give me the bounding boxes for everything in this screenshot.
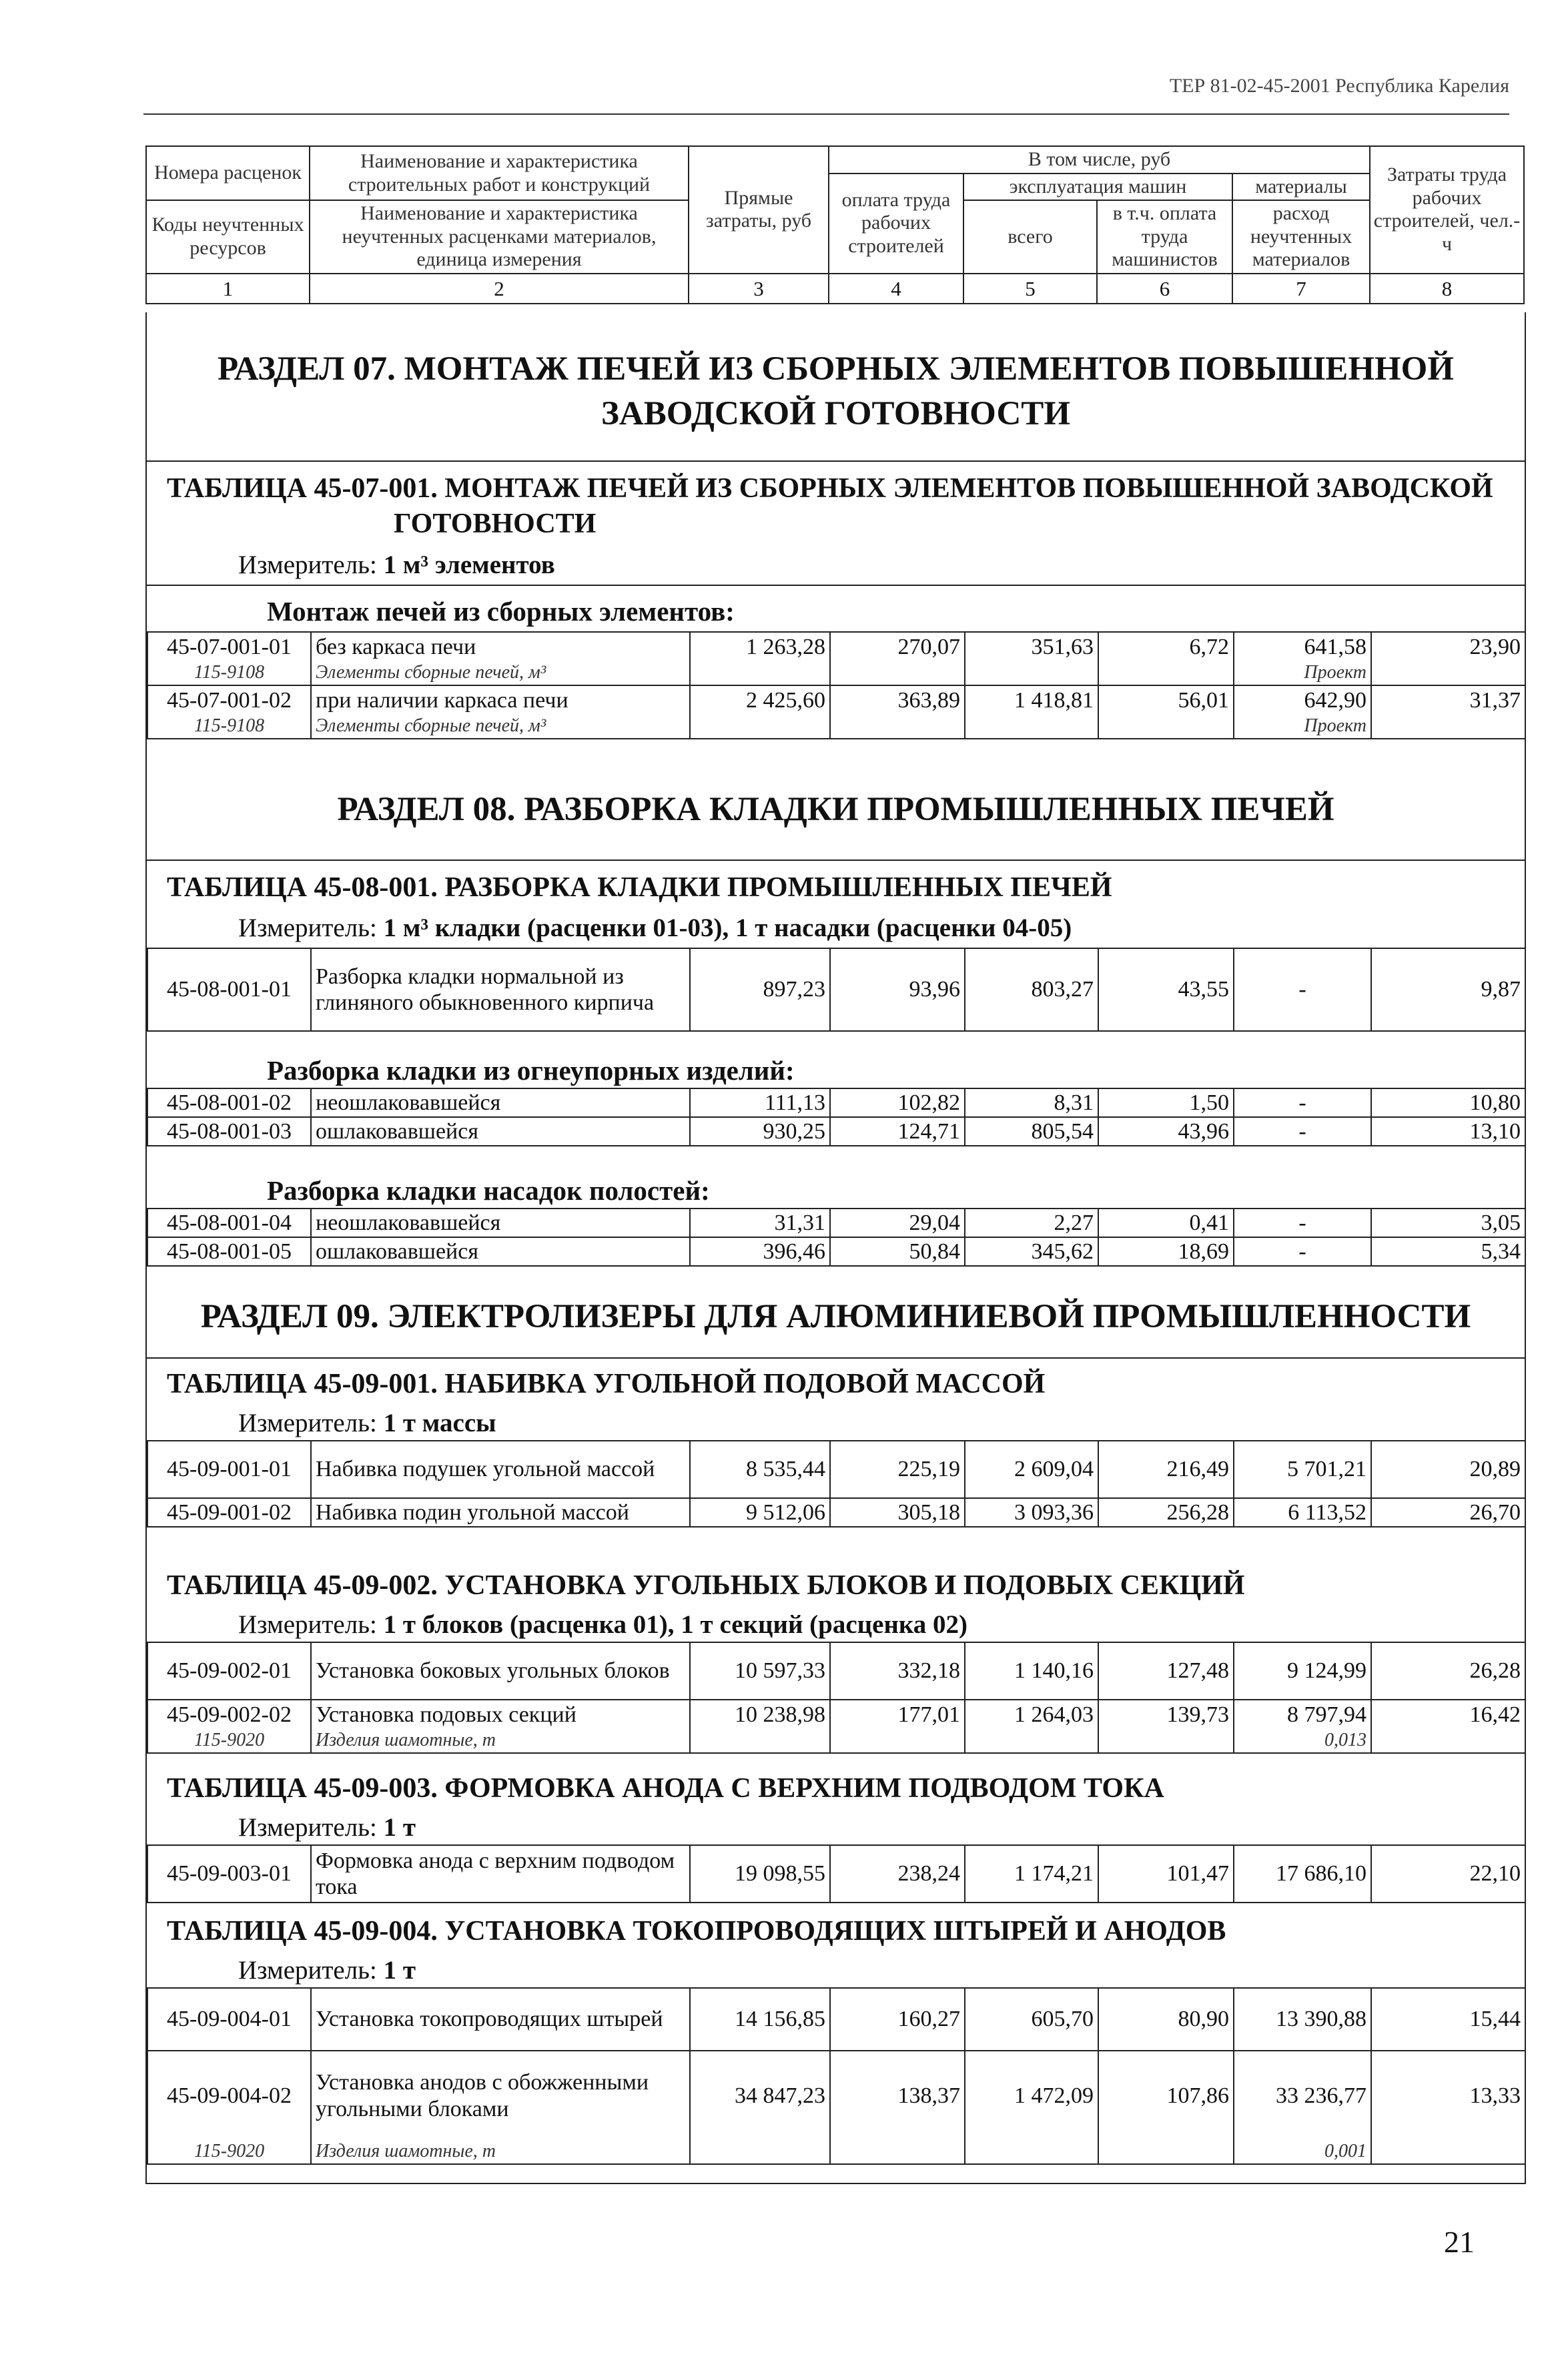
labor-hours: 16,42 — [1371, 1700, 1525, 1729]
table-title-line: ГОТОВНОСТИ — [394, 508, 597, 539]
measure-value: 1 т — [383, 1956, 416, 1985]
column-number: 8 — [1370, 274, 1524, 304]
machinist-pay: 101,47 — [1098, 1845, 1234, 1903]
machinist-pay: 216,49 — [1098, 1441, 1234, 1498]
machines-header: эксплуатация машин — [963, 174, 1232, 201]
empty-cell — [1098, 715, 1234, 739]
machinist-pay: 127,48 — [1098, 1642, 1234, 1700]
work-name: неошлаковавшейся — [311, 1209, 690, 1237]
measure-value: 1 м³ кладки (расценки 01-03), 1 т насадки (расценки 04-05) — [383, 914, 1072, 942]
direct-costs: 396,46 — [690, 1237, 830, 1266]
direct-costs: 930,25 — [690, 1117, 830, 1146]
table-row — [147, 2051, 1525, 2140]
table-subrow — [147, 715, 1525, 739]
empty-cell — [690, 715, 830, 739]
divider — [147, 585, 1525, 586]
rates-table-09-003 — [147, 1844, 1526, 1903]
empty-cell — [1371, 661, 1525, 685]
table-45-09-001-title: ТАБЛИЦА 45-09-001. НАБИВКА УГОЛЬНОЙ ПОДОВОЙ МАССОЙ — [167, 1369, 1046, 1399]
empty-cell — [690, 661, 830, 685]
direct-costs: 111,13 — [690, 1088, 830, 1117]
work-name: при наличии каркаса печи — [311, 685, 690, 715]
header-rule — [143, 113, 1509, 115]
labor-pay: 332,18 — [830, 1642, 965, 1700]
direct-costs: 9 512,06 — [690, 1498, 830, 1527]
col6-header: в т.ч. оплата труда машинистов — [1097, 200, 1232, 274]
resource-code: 115-9108 — [147, 715, 311, 739]
rate-code: 45-09-002-01 — [147, 1642, 311, 1700]
table-row — [147, 632, 1525, 661]
table-row — [147, 1845, 1525, 1903]
machines-total: 8,31 — [965, 1088, 1098, 1117]
column-number: 5 — [963, 274, 1097, 304]
table-subrow — [147, 1729, 1525, 1753]
labor-pay: 225,19 — [830, 1441, 965, 1498]
rate-code: 45-08-001-01 — [147, 948, 311, 1031]
column-number: 6 — [1097, 274, 1232, 304]
rate-code: 45-09-001-01 — [147, 1441, 311, 1498]
materials-header: материалы — [1232, 174, 1370, 201]
col8-header: Затраты труда рабочих строителей, чел.-ч — [1370, 146, 1524, 274]
rates-table-09-004 — [147, 1987, 1526, 2165]
rate-code: 45-08-001-02 — [147, 1088, 311, 1117]
labor-hours: 31,37 — [1371, 685, 1525, 715]
work-name: ошлаковавшейся — [311, 1117, 690, 1146]
measure-value: 1 т блоков (расценка 01), 1 т секций (расценка 02) — [383, 1610, 968, 1639]
work-name: ошлаковавшейся — [311, 1237, 690, 1266]
column-number: 3 — [689, 274, 829, 304]
table-row — [147, 1088, 1525, 1117]
direct-costs: 897,23 — [690, 948, 830, 1031]
direct-costs: 31,31 — [690, 1209, 830, 1237]
table-row — [147, 685, 1525, 715]
materials: - — [1234, 1088, 1371, 1117]
table-row — [147, 1642, 1525, 1700]
table-row — [147, 1117, 1525, 1146]
rates-table-08c — [147, 1208, 1526, 1267]
work-name: Набивка подин угольной массой — [311, 1498, 690, 1527]
machines-total: 803,27 — [965, 948, 1098, 1031]
work-name: Набивка подушек угольной массой — [311, 1441, 690, 1498]
work-name: Формовка анода с верхним подводом тока — [311, 1845, 690, 1903]
machinist-pay: 6,72 — [1098, 632, 1234, 661]
labor-pay: 93,96 — [830, 948, 965, 1031]
measure-label: Измеритель: — [238, 914, 377, 942]
machinist-pay: 107,86 — [1098, 2051, 1234, 2140]
measure-label: Измеритель: — [238, 1409, 377, 1437]
table-row — [147, 948, 1525, 1031]
machines-total: 345,62 — [965, 1237, 1098, 1266]
empty-cell — [965, 1729, 1098, 1753]
rates-table-07 — [147, 631, 1526, 739]
work-name: Установка токопроводящих штырей — [311, 1988, 690, 2051]
labor-hours: 26,70 — [1371, 1498, 1525, 1527]
divider — [147, 1357, 1525, 1359]
rate-code: 45-09-004-01 — [147, 1988, 311, 2051]
resource-code: 115-9108 — [147, 661, 311, 685]
labor-pay: 124,71 — [830, 1117, 965, 1146]
section-08-title: РАЗДЕЛ 08. РАЗБОРКА КЛАДКИ ПРОМЫШЛЕННЫХ ПЕЧЕЙ — [337, 791, 1334, 828]
labor-pay: 363,89 — [830, 685, 965, 715]
materials: 5 701,21 — [1234, 1441, 1371, 1498]
empty-cell — [1371, 715, 1525, 739]
group-header: В том числе, руб — [829, 146, 1370, 174]
empty-cell — [1098, 1729, 1234, 1753]
machines-total: 1 472,09 — [965, 2051, 1098, 2140]
measure-line — [147, 550, 1568, 580]
measure-value: 1 т массы — [383, 1409, 496, 1437]
labor-hours: 13,10 — [1371, 1117, 1525, 1146]
table-row — [147, 1498, 1525, 1527]
divider — [147, 460, 1525, 462]
materials: - — [1234, 1237, 1371, 1266]
table-row — [147, 1988, 1525, 2051]
section-09-title: РАЗДЕЛ 09. ЭЛЕКТРОЛИЗЕРЫ ДЛЯ АЛЮМИНИЕВОЙ ПРОМЫШЛЕННОСТИ — [200, 1298, 1471, 1335]
direct-costs: 1 263,28 — [690, 632, 830, 661]
resource-name: Изделия шамотные, т — [311, 2140, 690, 2164]
measure-label: Измеритель: — [238, 1956, 377, 1985]
machinist-pay: 43,55 — [1098, 948, 1234, 1031]
labor-pay: 270,07 — [830, 632, 965, 661]
table-45-07-001-title — [147, 471, 1545, 541]
measure-label: Измеритель: — [238, 551, 377, 579]
direct-costs: 34 847,23 — [690, 2051, 830, 2140]
labor-pay: 160,27 — [830, 1988, 965, 2051]
column-number: 7 — [1232, 274, 1370, 304]
machinist-pay: 18,69 — [1098, 1237, 1234, 1266]
col2-bottom-header: Наименование и характеристика неучтенных расценками материалов, единица измерения — [310, 200, 689, 274]
direct-costs: 19 098,55 — [690, 1845, 830, 1903]
labor-hours: 15,44 — [1371, 1988, 1525, 2051]
measure-label: Измеритель: — [238, 1610, 377, 1639]
work-name: без каркаса печи — [311, 632, 690, 661]
rate-code: 45-09-001-02 — [147, 1498, 311, 1527]
table-row — [147, 1237, 1525, 1266]
table-45-09-004-title: ТАБЛИЦА 45-09-004. УСТАНОВКА ТОКОПРОВОДЯЩИХ ШТЫРЕЙ И АНОДОВ — [167, 1916, 1226, 1947]
labor-pay: 102,82 — [830, 1088, 965, 1117]
empty-cell — [830, 661, 965, 685]
col4-header: оплата труда рабочих строителей — [829, 174, 963, 274]
machines-total: 1 418,81 — [965, 685, 1098, 715]
machines-total: 1 174,21 — [965, 1845, 1098, 1903]
empty-cell — [965, 715, 1098, 739]
empty-cell — [965, 661, 1098, 685]
rate-code: 45-08-001-03 — [147, 1117, 311, 1146]
divider — [147, 860, 1525, 861]
document-header-title: ТЕР 81-02-45-2001 Республика Карелия — [1169, 75, 1509, 97]
machinist-pay: 1,50 — [1098, 1088, 1234, 1117]
resource-amount: Проект — [1234, 715, 1371, 739]
machinist-pay: 56,01 — [1098, 685, 1234, 715]
measure-line — [147, 1408, 1568, 1438]
table-subrow — [147, 2140, 1525, 2164]
page-number: 21 — [1444, 2225, 1475, 2259]
machines-total: 1 264,03 — [965, 1700, 1098, 1729]
work-name: Установка анодов с обожженными угольными блоками — [311, 2051, 690, 2140]
column-number: 4 — [829, 274, 963, 304]
table-subrow — [147, 661, 1525, 685]
materials: 641,58 — [1234, 632, 1371, 661]
direct-costs: 2 425,60 — [690, 685, 830, 715]
work-name: Установка подовых секций — [311, 1700, 690, 1729]
table-row — [147, 1700, 1525, 1729]
rates-table-08a — [147, 948, 1526, 1032]
resource-amount: 0,001 — [1234, 2140, 1371, 2164]
rate-code: 45-07-001-02 — [147, 685, 311, 715]
labor-hours: 10,80 — [1371, 1088, 1525, 1117]
materials: 6 113,52 — [1234, 1498, 1371, 1527]
labor-hours: 13,33 — [1371, 2051, 1525, 2140]
labor-pay: 29,04 — [830, 1209, 965, 1237]
labor-hours: 9,87 — [1371, 948, 1525, 1031]
group-heading: Разборка кладки насадок полостей: — [267, 1175, 710, 1206]
resource-name: Изделия шамотные, т — [311, 1729, 690, 1753]
measure-line — [147, 913, 1568, 943]
direct-costs: 10 238,98 — [690, 1700, 830, 1729]
empty-cell — [690, 1729, 830, 1753]
work-name: неошлаковавшейся — [311, 1088, 690, 1117]
direct-costs: 14 156,85 — [690, 1988, 830, 2051]
table-row — [147, 1209, 1525, 1237]
labor-hours: 23,90 — [1371, 632, 1525, 661]
measure-value: 1 т — [383, 1813, 416, 1842]
table-45-08-001-title: ТАБЛИЦА 45-08-001. РАЗБОРКА КЛАДКИ ПРОМЫШЛЕННЫХ ПЕЧЕЙ — [167, 872, 1112, 903]
table-45-09-003-title: ТАБЛИЦА 45-09-003. ФОРМОВКА АНОДА С ВЕРХНИМ ПОДВОДОМ ТОКА — [167, 1773, 1164, 1804]
resource-name: Элементы сборные печей, м³ — [311, 715, 690, 739]
machines-total: 351,63 — [965, 632, 1098, 661]
col1-bottom-header: Коды неучтенных ресурсов — [146, 200, 310, 274]
materials: 33 236,77 — [1234, 2051, 1371, 2140]
column-number: 1 — [146, 274, 310, 304]
table-title-line: ТАБЛИЦА 45-07-001. МОНТАЖ ПЕЧЕЙ ИЗ СБОРНЫХ ЭЛЕМЕНТОВ ПОВЫШЕННОЙ ЗАВОДСКОЙ — [167, 473, 1493, 504]
rates-table-09-002 — [147, 1642, 1526, 1754]
materials: - — [1234, 1209, 1371, 1237]
machinist-pay: 256,28 — [1098, 1498, 1234, 1527]
direct-costs: 10 597,33 — [690, 1642, 830, 1700]
empty-cell — [830, 715, 965, 739]
machinist-pay: 0,41 — [1098, 1209, 1234, 1237]
resource-amount: Проект — [1234, 661, 1371, 685]
rate-code: 45-09-003-01 — [147, 1845, 311, 1903]
empty-cell — [830, 1729, 965, 1753]
col1-top-header: Номера расценок — [146, 146, 310, 200]
measure-line — [147, 1610, 1568, 1640]
empty-cell — [690, 2140, 830, 2164]
resource-code: 115-9020 — [147, 1729, 311, 1753]
work-name: Установка боковых угольных блоков — [311, 1642, 690, 1700]
column-header-table — [145, 145, 1525, 304]
empty-cell — [1371, 2140, 1525, 2164]
rates-table-08b — [147, 1088, 1526, 1146]
empty-cell — [1371, 1729, 1525, 1753]
measure-label: Измеритель: — [238, 1813, 377, 1842]
machines-total: 805,54 — [965, 1117, 1098, 1146]
labor-pay: 50,84 — [830, 1237, 965, 1266]
group-heading: Монтаж печей из сборных элементов: — [267, 596, 735, 627]
labor-hours: 20,89 — [1371, 1441, 1525, 1498]
col5-header: всего — [963, 200, 1097, 274]
labor-pay: 177,01 — [830, 1700, 965, 1729]
empty-cell — [965, 2140, 1098, 2164]
machinist-pay: 80,90 — [1098, 1988, 1234, 2051]
machines-total: 3 093,36 — [965, 1498, 1098, 1527]
machines-total: 2 609,04 — [965, 1441, 1098, 1498]
measure-line — [147, 1955, 1568, 1985]
document-body — [145, 312, 1526, 2184]
machines-total: 1 140,16 — [965, 1642, 1098, 1700]
group-heading: Разборка кладки из огнеупорных изделий: — [267, 1055, 795, 1086]
machines-total: 2,27 — [965, 1209, 1098, 1237]
labor-hours: 22,10 — [1371, 1845, 1525, 1903]
empty-cell — [830, 2140, 965, 2164]
machinist-pay: 43,96 — [1098, 1117, 1234, 1146]
rate-code: 45-08-001-05 — [147, 1237, 311, 1266]
labor-pay: 305,18 — [830, 1498, 965, 1527]
section-07-title: РАЗДЕЛ 07. МОНТАЖ ПЕЧЕЙ ИЗ СБОРНЫХ ЭЛЕМЕНТОВ ПОВЫШЕННОЙ ЗАВОДСКОЙ ГОТОВНОСТИ — [217, 350, 1454, 433]
rates-table-09-001 — [147, 1440, 1526, 1528]
measure-value: 1 м³ элементов — [383, 551, 555, 579]
materials: - — [1234, 948, 1371, 1031]
labor-hours: 5,34 — [1371, 1237, 1525, 1266]
col7-header: расход неучтенных материалов — [1232, 200, 1370, 274]
materials: 17 686,10 — [1234, 1845, 1371, 1903]
materials: 9 124,99 — [1234, 1642, 1371, 1700]
materials: 8 797,94 — [1234, 1700, 1371, 1729]
empty-cell — [1098, 2140, 1234, 2164]
measure-line — [147, 1812, 1568, 1842]
materials: 642,90 — [1234, 685, 1371, 715]
work-name: Разборка кладки нормальной из глиняного обыкновенного кирпича — [311, 948, 690, 1031]
labor-hours: 26,28 — [1371, 1642, 1525, 1700]
col3-header: Прямые затраты, руб — [689, 146, 829, 274]
resource-code: 115-9020 — [147, 2140, 311, 2164]
machinist-pay: 139,73 — [1098, 1700, 1234, 1729]
materials: 13 390,88 — [1234, 1988, 1371, 2051]
direct-costs: 8 535,44 — [690, 1441, 830, 1498]
machines-total: 605,70 — [965, 1988, 1098, 2051]
col2-top-header: Наименование и характеристика строительных работ и конструкций — [310, 146, 689, 200]
rate-code: 45-08-001-04 — [147, 1209, 311, 1237]
resource-amount: 0,013 — [1234, 1729, 1371, 1753]
labor-pay: 138,37 — [830, 2051, 965, 2140]
column-number: 2 — [310, 274, 689, 304]
materials: - — [1234, 1117, 1371, 1146]
rate-code: 45-09-004-02 — [147, 2051, 311, 2140]
labor-hours: 3,05 — [1371, 1209, 1525, 1237]
table-row — [147, 1441, 1525, 1498]
rate-code: 45-09-002-02 — [147, 1700, 311, 1729]
resource-name: Элементы сборные печей, м³ — [311, 661, 690, 685]
rate-code: 45-07-001-01 — [147, 632, 311, 661]
empty-cell — [1098, 661, 1234, 685]
labor-pay: 238,24 — [830, 1845, 965, 1903]
table-45-09-002-title: ТАБЛИЦА 45-09-002. УСТАНОВКА УГОЛЬНЫХ БЛОКОВ И ПОДОВЫХ СЕКЦИЙ — [167, 1570, 1245, 1601]
